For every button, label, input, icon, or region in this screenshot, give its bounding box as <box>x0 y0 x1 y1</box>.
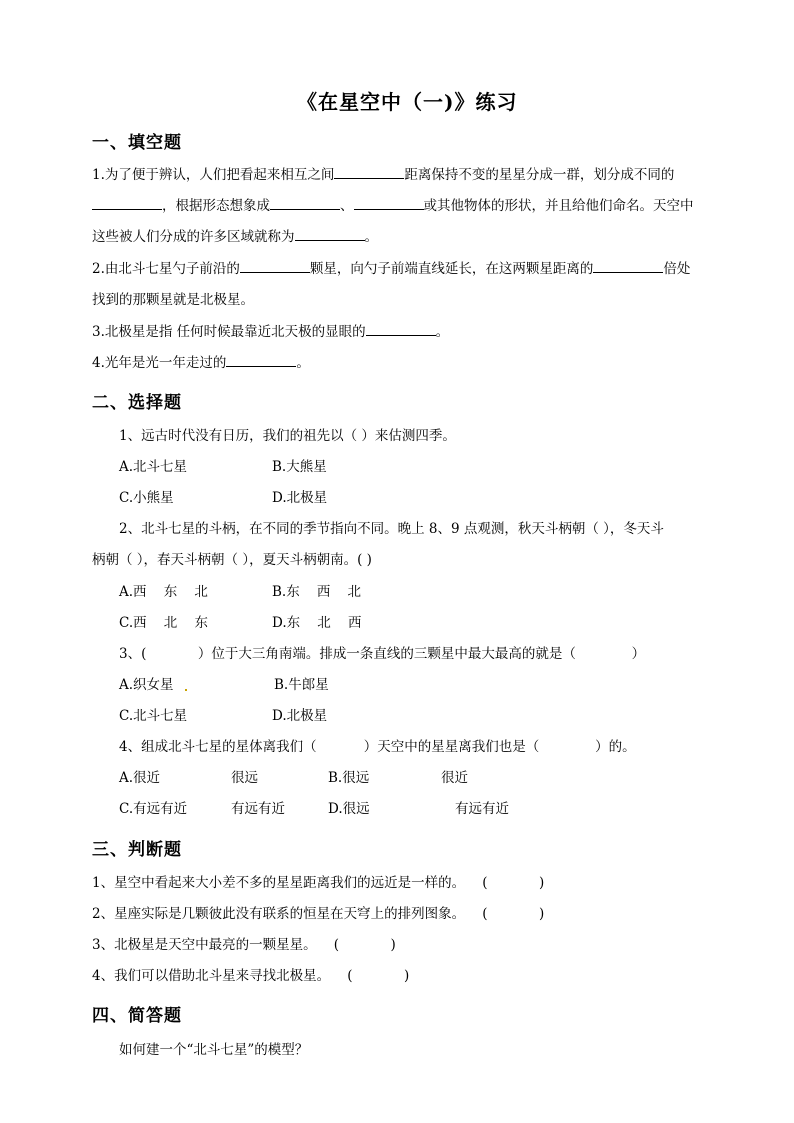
choice-question-2-line-2: 柄朝（ ），春天斗柄朝（ ），夏天斗柄朝南。( ) <box>92 552 372 568</box>
choice-q1-option-b: B.大熊星 <box>272 459 327 475</box>
fill-q3-text-a: 3.北极星是指 任何时候最靠近北天极的显眼的 <box>92 324 366 340</box>
fill-q1-text-f: 这些被人们分成的许多区域就称为 <box>92 229 295 245</box>
choice-question-3: 3、( ）位于大三角南端。排成一条直线的三颗星中最大最高的就是（ ） <box>119 646 646 662</box>
choice-q2-option-b: B.东 西 北 <box>272 584 362 600</box>
choice-q4-option-b-second: 很近 <box>441 770 468 786</box>
choice-q1-option-c: C.小熊星 <box>119 490 174 506</box>
fill-question-1-line-2 <box>92 197 694 215</box>
answer-blank <box>270 197 340 210</box>
short-answer-question-1: 如何建一个“北斗七星”的模型？ <box>119 1042 309 1058</box>
choice-q2-option-d: D.东 北 西 <box>272 615 362 631</box>
fill-q2-text-c: 倍处 <box>663 261 691 277</box>
choice-q2-option-c: C.西 北 东 <box>119 615 208 631</box>
fill-q3-text-b: 。 <box>435 324 450 340</box>
answer-blank <box>226 354 296 367</box>
fill-q1-text-c: ，根据形态想象成 <box>162 198 270 214</box>
fill-question-3 <box>92 323 449 341</box>
judge-question-1: 1、星空中看起来大小差不多的星星距离我们的远近是一样的。 ( ) <box>92 875 545 891</box>
fill-q1-text-e: 或其他物体的形状，并且给他们命名。天空中 <box>423 198 694 214</box>
choice-q3-option-a: A.织女星 <box>119 677 174 693</box>
fill-question-1-line-1 <box>92 166 674 184</box>
choice-q4-option-c: C.有远有近 <box>119 801 188 817</box>
fill-q4-text-a: 4.光年是光一年走过的 <box>92 355 227 371</box>
fill-q1-text-d: 、 <box>340 198 354 214</box>
fill-q1-text-a: 1.为了便于辨认，人们把看起来相互之间 <box>92 167 335 183</box>
fill-q4-text-b: 。 <box>296 355 310 371</box>
answer-blank <box>334 166 404 179</box>
choice-q4-option-d: D.很远 <box>328 801 370 817</box>
choice-q1-option-d: D.北极星 <box>272 490 328 506</box>
choice-question-4: 4、组成北斗七星的星体离我们（ ）天空中的星星离我们也是（ ）的。 <box>119 739 636 755</box>
choice-q3-option-c: C.北斗七星 <box>119 708 188 724</box>
choice-question-1: 1、远古时代没有日历，我们的祖先以（ ）来估测四季。 <box>119 428 456 444</box>
fill-q2-text-a: 2.由北斗七星勺子前沿的 <box>92 261 240 277</box>
fill-q1-text-g: 。 <box>364 229 378 245</box>
section-heading-fill: 一、填空题 <box>92 133 182 153</box>
fill-question-4 <box>92 354 310 372</box>
answer-blank <box>295 228 365 241</box>
answer-blank <box>92 197 162 210</box>
stray-mark <box>185 689 187 691</box>
fill-q1-text-b: 距离保持不变的星星分成一群，划分成不同的 <box>404 167 675 183</box>
choice-q4-option-a: A.很近 <box>119 770 161 786</box>
judge-question-3: 3、北极星是天空中最亮的一颗星星。 ( ) <box>92 937 396 953</box>
fill-q2-text-b: 颗星，向勺子前端直线延长，在这两颗星距离的 <box>309 261 594 277</box>
answer-blank <box>366 323 436 336</box>
fill-question-2-line-1 <box>92 260 690 278</box>
judge-question-4: 4、我们可以借助北斗星来寻找北极星。 ( ) <box>92 968 410 984</box>
section-heading-choice: 二、选择题 <box>92 393 182 413</box>
choice-q1-option-a: A.北斗七星 <box>119 459 188 475</box>
choice-q3-option-d: D.北极星 <box>272 708 328 724</box>
answer-blank <box>240 260 310 273</box>
choice-q4-option-d-second: 有远有近 <box>455 801 509 817</box>
choice-q4-option-c-second: 有远有近 <box>231 801 285 817</box>
page-title: 《在星空中（一)》练习 <box>297 90 518 114</box>
answer-blank <box>593 260 663 273</box>
choice-q3-option-b: B.牛郎星 <box>274 677 329 693</box>
section-heading-short-answer: 四、简答题 <box>92 1006 182 1026</box>
fill-question-1-line-3 <box>92 228 378 246</box>
choice-q4-option-b: B.很远 <box>328 770 370 786</box>
choice-question-2-line-1: 2、北斗七星的斗柄，在不同的季节指向不同。晚上 8、9 点观测，秋天斗柄朝（ ），冬天斗 <box>119 521 664 537</box>
judge-question-2: 2、星座实际是几颗彼此没有联系的恒星在天穹上的排列图象。 ( ) <box>92 906 545 922</box>
section-heading-judge: 三、判断题 <box>92 840 182 860</box>
choice-q2-option-a: A.西 东 北 <box>119 584 208 600</box>
answer-blank <box>354 197 424 210</box>
choice-q4-option-a-second: 很远 <box>231 770 258 786</box>
fill-question-2-line-2: 找到的那颗星就是北极星。 <box>92 292 254 308</box>
